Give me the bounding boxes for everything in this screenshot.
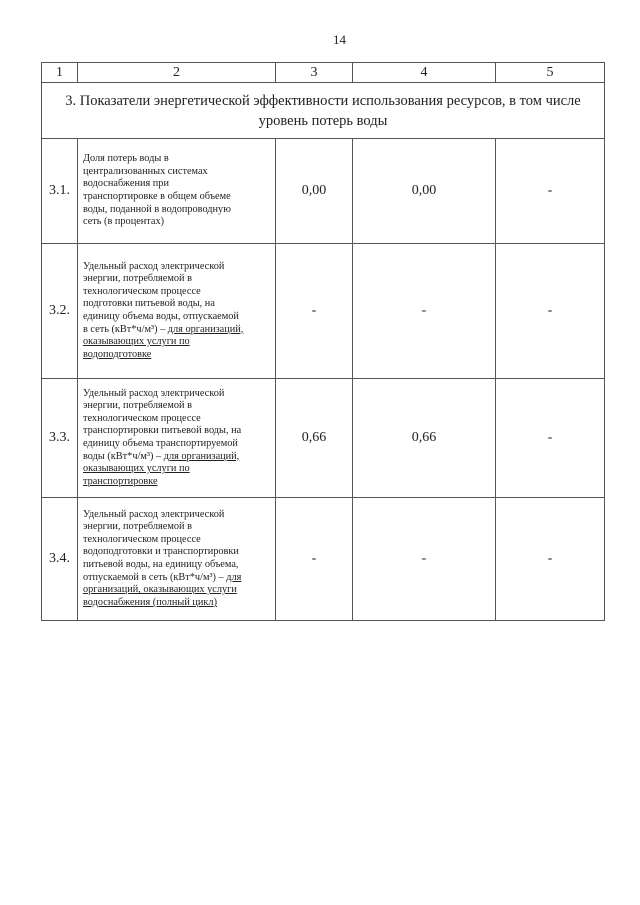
description-line xyxy=(83,546,271,559)
description-line xyxy=(83,298,271,311)
value-col5: - xyxy=(496,244,605,379)
value-col4: - xyxy=(353,498,496,621)
indicator-description xyxy=(78,244,276,379)
description-line xyxy=(83,451,271,464)
indicator-description xyxy=(78,139,276,244)
indicator-description xyxy=(78,498,276,621)
description-line xyxy=(83,438,271,451)
description-text: оказывающих услуги по xyxy=(83,336,190,348)
header-cell: 1 xyxy=(42,63,78,83)
indicator-description xyxy=(78,379,276,498)
row-number: 3.4. xyxy=(42,498,78,621)
description-line xyxy=(83,425,271,438)
description-text: воды, поданной в водопроводную xyxy=(83,203,231,215)
row-number: 3.3. xyxy=(42,379,78,498)
indicators-table xyxy=(41,62,605,621)
row-number: 3.1. xyxy=(42,139,78,244)
value-col3: 0,00 xyxy=(276,139,353,244)
description-line xyxy=(83,597,271,610)
description-line xyxy=(83,336,271,349)
description-text: единицу объема воды, отпускаемой xyxy=(83,311,239,322)
description-text: транспортировке xyxy=(83,475,158,487)
value-col3: - xyxy=(276,498,353,621)
description-text: энергии, потребляемой в xyxy=(83,521,192,533)
description-line xyxy=(83,463,271,476)
description-text: технологическом процессе xyxy=(83,285,201,297)
value-col3: 0,66 xyxy=(276,379,353,498)
description-line xyxy=(83,178,271,191)
value-col4: 0,66 xyxy=(353,379,496,498)
section-title: 3. Показатели энергетической эффективности использования ресурсов, в том числе уровень потерь воды xyxy=(42,83,605,139)
description-line xyxy=(83,311,271,324)
table-row xyxy=(42,379,605,498)
description-text: воды (кВт*ч/м³) – xyxy=(83,450,164,462)
description-text: водоподготовки и транспортировки xyxy=(83,546,239,558)
description-line xyxy=(83,584,271,597)
description-text: водоснабжения (полный цикл) xyxy=(83,596,217,608)
description-text: для организаций, xyxy=(167,323,244,335)
description-text: отпускаемой в сеть (кВт*ч/м³) – xyxy=(83,571,227,583)
value-col5: - xyxy=(496,379,605,498)
description-text: подготовки питьевой воды, на xyxy=(83,298,215,310)
description-text: Удельный расход электрической xyxy=(83,260,225,272)
value-col4: 0,00 xyxy=(353,139,496,244)
description-text: питьевой воды, на единицу объема, xyxy=(83,559,239,570)
description-text: технологическом процессе xyxy=(83,533,201,545)
header-cell: 4 xyxy=(353,63,496,83)
description-line xyxy=(83,349,271,362)
value-col5: - xyxy=(496,139,605,244)
description-text: оказывающих услуги по xyxy=(83,463,190,475)
description-line xyxy=(83,534,271,547)
description-line xyxy=(83,324,271,337)
table-row xyxy=(42,498,605,621)
description-text: централизованных системах xyxy=(83,165,208,177)
description-text: водоснабжения при xyxy=(83,178,169,190)
header-row xyxy=(42,63,605,83)
description-line xyxy=(83,153,271,166)
description-line xyxy=(83,166,271,179)
header-cell: 2 xyxy=(78,63,276,83)
description-line xyxy=(83,572,271,585)
description-text: организаций, оказывающих услуги xyxy=(83,584,237,596)
description-line xyxy=(83,400,271,413)
description-text: транспортировке в общем объеме xyxy=(83,191,231,202)
description-line xyxy=(83,413,271,426)
description-text: энергии, потребляемой в xyxy=(83,400,192,412)
description-text: водоподготовке xyxy=(83,348,152,360)
table-row xyxy=(42,244,605,379)
description-text: транспортировки питьевой воды, на xyxy=(83,425,242,437)
header-cell: 3 xyxy=(276,63,353,83)
description-line xyxy=(83,273,271,286)
description-text: Удельный расход электрической xyxy=(83,508,225,520)
value-col4: - xyxy=(353,244,496,379)
value-col3: - xyxy=(276,244,353,379)
description-line xyxy=(83,509,271,522)
section-row xyxy=(42,83,605,139)
description-text: для xyxy=(226,571,242,583)
description-text: единицу объема транспортируемой xyxy=(83,438,238,449)
description-text: энергии, потребляемой в xyxy=(83,273,192,285)
description-text: в сеть (кВт*ч/м³) – xyxy=(83,323,168,335)
page-number: 14 xyxy=(333,32,346,47)
table-row xyxy=(42,139,605,244)
description-line xyxy=(83,216,271,229)
description-text: для организаций, xyxy=(163,450,240,462)
description-line xyxy=(83,261,271,274)
description-text: Удельный расход электрической xyxy=(83,387,225,399)
value-col5: - xyxy=(496,498,605,621)
description-line xyxy=(83,204,271,217)
description-text: технологическом процессе xyxy=(83,412,201,424)
header-cell: 5 xyxy=(496,63,605,83)
description-line xyxy=(83,521,271,534)
description-line xyxy=(83,476,271,489)
description-text: Доля потерь воды в xyxy=(83,153,169,165)
row-number: 3.2. xyxy=(42,244,78,379)
description-line xyxy=(83,191,271,204)
description-text: сеть (в процентах) xyxy=(83,216,165,228)
description-line xyxy=(83,559,271,572)
description-line xyxy=(83,388,271,401)
description-line xyxy=(83,286,271,299)
